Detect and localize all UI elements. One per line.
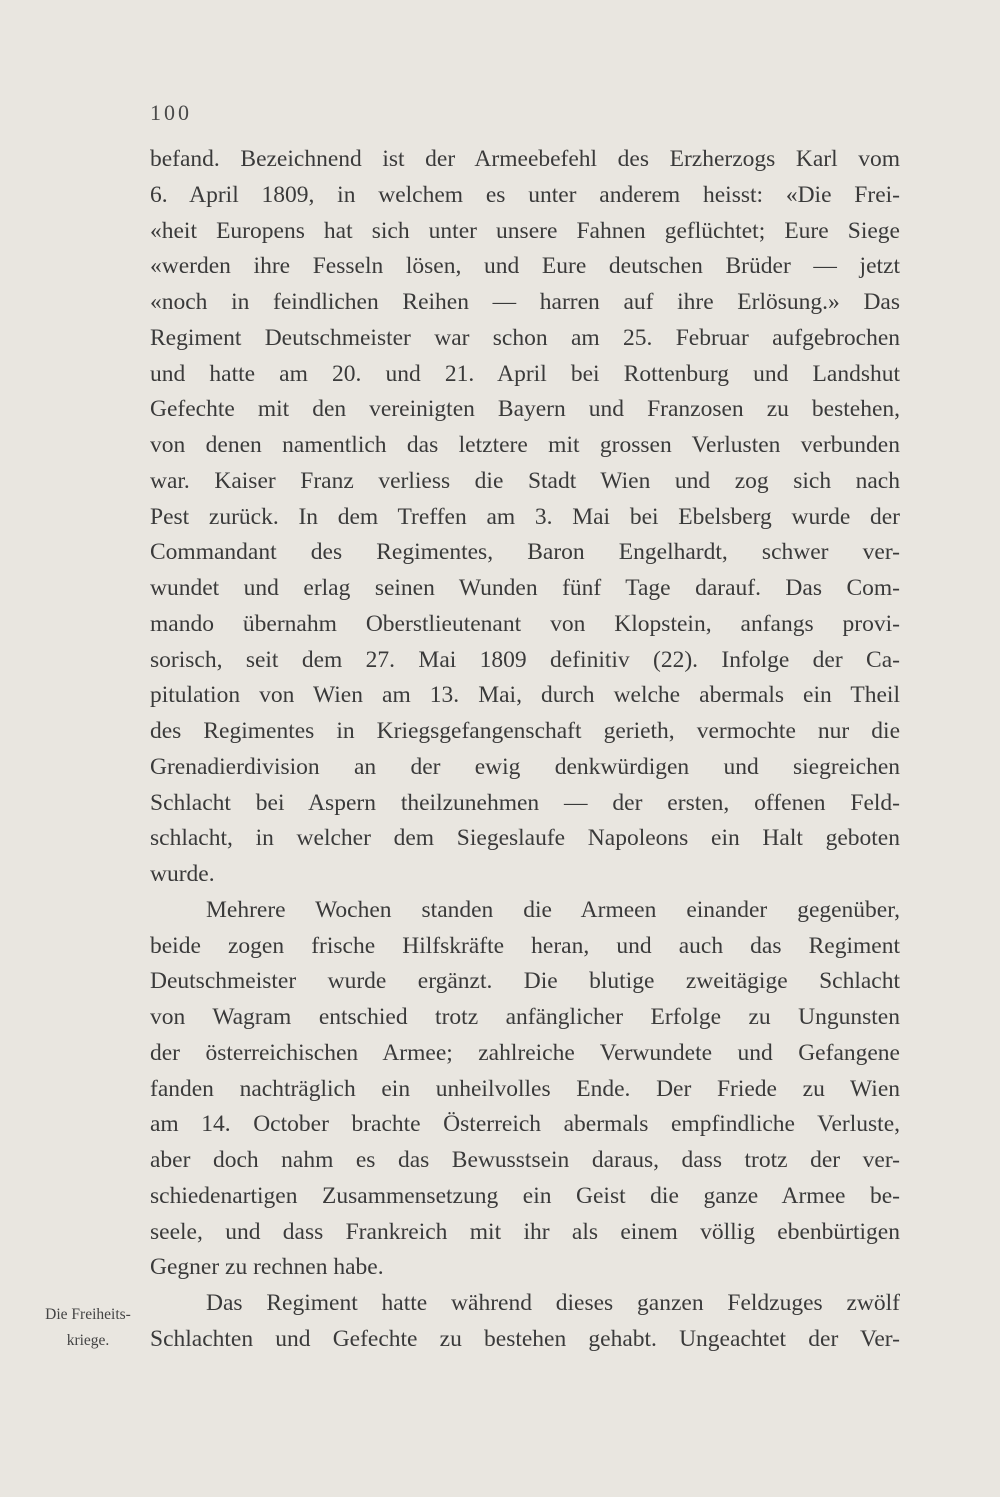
margin-note-line: Die Freiheits- bbox=[45, 1306, 131, 1323]
text-line: Commandant des Regimentes, Baron Engelhardt, schwer ver- bbox=[150, 539, 900, 566]
text-line: der österreichischen Armee; zahlreiche Verwundete und Gefangene bbox=[150, 1039, 900, 1066]
text-line: Mehrere Wochen standen die Armeen einander gegenüber, bbox=[206, 896, 900, 923]
body-text bbox=[150, 142, 900, 1358]
margin-note bbox=[30, 1302, 146, 1354]
text-line: 6. April 1809, in welchem es unter anderem heisst: «Die Frei- bbox=[150, 181, 900, 208]
text-line: fanden nachträglich ein unheilvolles Ende. Der Friede zu Wien bbox=[150, 1075, 900, 1102]
text-line: sorisch, seit dem 27. Mai 1809 definitiv (22). Infolge der Ca- bbox=[150, 646, 900, 673]
text-line: schlacht, in welcher dem Siegeslaufe Napoleons ein Halt geboten bbox=[150, 825, 900, 852]
text-line: war. Kaiser Franz verliess die Stadt Wien und zog sich nach bbox=[150, 467, 900, 494]
text-line: Grenadierdivision an der ewig denkwürdigen und siegreichen bbox=[150, 753, 900, 780]
text-line: aber doch nahm es das Bewusstsein daraus, dass trotz der ver- bbox=[150, 1147, 900, 1173]
text-line: Regiment Deutschmeister war schon am 25. Februar aufgebrochen bbox=[150, 324, 900, 351]
margin-note-line: kriege. bbox=[66, 1332, 110, 1349]
text-line: am 14. October brachte Österreich abermals empfindliche Verluste, bbox=[150, 1111, 900, 1138]
text-line: des Regimentes in Kriegsgefangenschaft gerieth, vermochte nur die bbox=[150, 718, 900, 744]
text-line: Deutschmeister wurde ergänzt. Die blutige zweitägige Schlacht bbox=[150, 968, 900, 995]
text-line: von denen namentlich das letztere mit grossen Verlusten verbunden bbox=[150, 432, 900, 458]
text-line: mando übernahm Oberstlieutenant von Klopstein, anfangs provi- bbox=[150, 610, 900, 637]
text-line: und hatte am 20. und 21. April bei Rottenburg und Landshut bbox=[150, 360, 900, 387]
text-line: Gefechte mit den vereinigten Bayern und Franzosen zu bestehen, bbox=[150, 396, 900, 423]
paragraph bbox=[150, 142, 900, 893]
text-line: pitulation von Wien am 13. Mai, durch welche abermals ein Theil bbox=[150, 682, 900, 709]
text-line: Schlachten und Gefechte zu bestehen gehabt. Ungeachtet der Ver- bbox=[150, 1325, 900, 1352]
text-line: von Wagram entschied trotz anfänglicher Erfolge zu Ungunsten bbox=[150, 1004, 900, 1030]
text-line: wundet und erlag seinen Wunden fünf Tage darauf. Das Com- bbox=[150, 575, 900, 601]
text-line: «heit Europens hat sich unter unsere Fahnen geflüchtet; Eure Siege bbox=[150, 217, 900, 244]
text-line: schiedenartigen Zusammensetzung ein Geist die ganze Armee be- bbox=[150, 1182, 900, 1209]
text-line: befand. Bezeichnend ist der Armeebefehl des Erzherzogs Karl vom bbox=[150, 146, 900, 172]
text-line: beide zogen frische Hilfskräfte heran, und auch das Regiment bbox=[150, 932, 900, 959]
text-line: «noch in feindlichen Reihen — harren auf ihre Erlösung.» Das bbox=[150, 289, 900, 315]
text-line: seele, und dass Frankreich mit ihr als einem völlig ebenbürtigen bbox=[150, 1218, 900, 1245]
text-line: Pest zurück. In dem Treffen am 3. Mai bei Ebelsberg wurde der bbox=[150, 503, 900, 530]
text-line: Das Regiment hatte während dieses ganzen Feldzuges zwölf bbox=[206, 1290, 900, 1316]
text-line: wurde. bbox=[150, 861, 215, 887]
paragraph bbox=[150, 1286, 900, 1358]
paragraph bbox=[150, 893, 900, 1286]
text-line: Schlacht bei Aspern theilzunehmen — der ersten, offenen Feld- bbox=[150, 789, 900, 816]
page-number: 100 bbox=[150, 100, 192, 125]
text-line: «werden ihre Fesseln lösen, und Eure deutschen Brüder — jetzt bbox=[150, 253, 900, 280]
text-line: Gegner zu rechnen habe. bbox=[150, 1254, 384, 1281]
